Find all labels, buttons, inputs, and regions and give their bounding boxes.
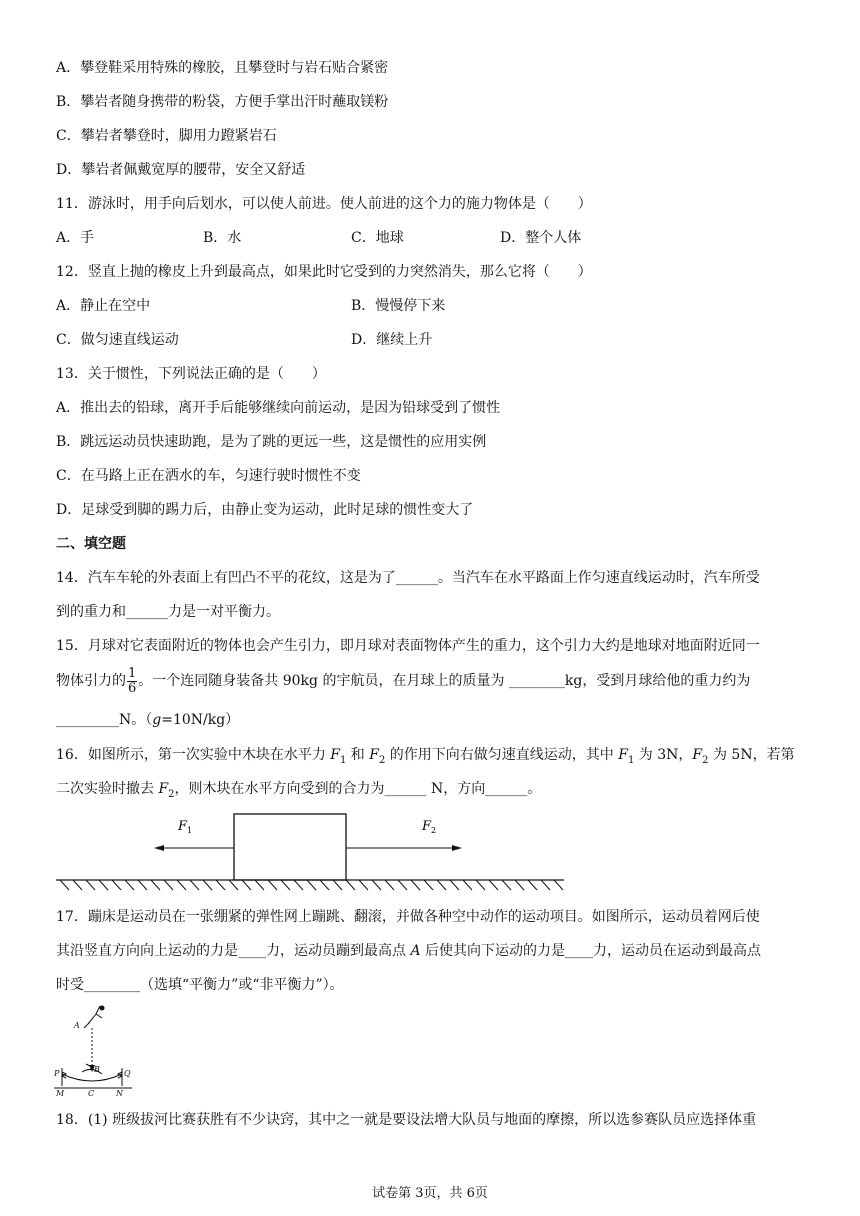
page-footer: 试卷第 3页，共 6页 [372, 1186, 488, 1201]
q12-option-b: B．慢慢停下来 [351, 298, 446, 314]
force-subscript: 1 [627, 754, 635, 766]
hatch-mark [99, 880, 108, 890]
arrowhead-left-icon [154, 845, 164, 851]
hatch-mark [424, 880, 433, 890]
q15-text: 物体引力的 [56, 673, 126, 689]
q11-option-b: B．水 [203, 230, 242, 246]
fig-label-c: C [88, 1089, 95, 1098]
hatch-mark [203, 880, 212, 890]
hatch-mark [73, 880, 82, 890]
fig-label-b: B [94, 1065, 100, 1074]
q12-option-a: A．静止在空中 [56, 298, 151, 314]
force-subscript: 2 [378, 754, 386, 766]
fig-label-f1: $F_1$ [178, 819, 193, 835]
point-a-symbol: A [410, 943, 421, 959]
hatch-mark [359, 880, 368, 890]
q12-option-c: C．做匀速直线运动 [56, 332, 179, 348]
q13-stem: 13．关于惯性，下列说法正确的是（ ） [56, 366, 326, 382]
hatch-mark [125, 880, 134, 890]
hatch-mark [320, 880, 329, 890]
q16-text: 的作用下向右做匀速直线运动，其中 [385, 747, 619, 763]
hatch-mark [346, 880, 355, 890]
q11-option-d: D．整个人体 [500, 230, 582, 246]
q10-option-b: B．攀岩者随身携带的粉袋，方便手掌出汗时蘸取镁粉 [56, 94, 389, 110]
q15-line3 [56, 710, 239, 730]
q18-line1: 18．(1) 班级拔河比赛获胜有不少诀窍，其中之一就是要设法增大队员与地面的摩擦，所以选参赛队员应选择体重 [56, 1112, 757, 1128]
ground-hatching [60, 880, 563, 890]
q12-stem: 12．竖直上抛的橡皮上升到最高点，如果此时它受到的力突然消失，那么它将（ ） [56, 264, 592, 280]
jumper-head-icon [100, 1006, 104, 1010]
hatch-mark [86, 880, 95, 890]
fig-label-n: N [116, 1089, 123, 1098]
hatch-mark [411, 880, 420, 890]
fig-label-p: P [54, 1069, 60, 1078]
q16-text: 为 3N， [634, 747, 693, 763]
hatch-mark [476, 880, 485, 890]
force-subscript: 1 [339, 754, 347, 766]
hatch-mark [229, 880, 238, 890]
force-symbol: F [369, 747, 379, 763]
hatch-mark [541, 880, 550, 890]
q15-text: =10N/kg） [161, 712, 240, 728]
q16-text: 二次实验时撤去 [56, 781, 159, 797]
hatch-mark [333, 880, 342, 890]
force-subscript: 2 [702, 754, 709, 766]
fig-label-m: M [56, 1089, 65, 1098]
force-symbol: F [692, 747, 703, 763]
hatch-mark [294, 880, 303, 890]
hatch-mark [528, 880, 537, 890]
hatch-mark [281, 880, 290, 890]
fraction-numerator: 1 [128, 665, 137, 681]
hatch-mark [463, 880, 472, 890]
q11-stem: 11．游泳时，用手向后划水，可以使人前进。使人前进的这个力的施力物体是（ ） [56, 196, 592, 212]
hatch-mark [177, 880, 186, 890]
q11-option-a: A．手 [56, 230, 95, 246]
q11-option-c: C．地球 [351, 230, 404, 246]
hatch-mark [190, 880, 199, 890]
fig-label-q: Q [124, 1069, 131, 1078]
section-heading: 二、填空题 [56, 536, 126, 552]
force-symbol: F [158, 781, 169, 797]
q12-option-d: D．继续上升 [351, 332, 433, 348]
fig-label-f2: $F_2$ [422, 819, 437, 835]
q17-line2 [56, 941, 761, 961]
hatch-mark [437, 880, 446, 890]
q17-text: 其沿竖直方向向上运动的力是____力，运动员蹦到最高点 [56, 943, 411, 959]
hatch-mark [112, 880, 121, 890]
force-symbol: F [618, 747, 628, 763]
q13-option-a: A．推出去的铅球，离开手后能够继续向前运动，是因为铅球受到了惯性 [56, 400, 501, 416]
force-symbol: F [330, 747, 340, 763]
hatch-mark [216, 880, 225, 890]
q17-line1: 17．蹦床是运动员在一张绷紧的弹性网上蹦跳、翻滚，并做各种空中动作的运动项目。如图所示，运动员着网后使 [56, 909, 760, 925]
fraction-denominator: 6 [128, 680, 137, 696]
hatch-mark [268, 880, 277, 890]
fraction [127, 667, 137, 696]
q17-line3: 时受________（选填“平衡力”或“非平衡力”）。 [56, 977, 344, 993]
q10-option-a: A．攀登鞋采用特殊的橡胶，且攀登时与岩石贴合紧密 [56, 60, 389, 76]
q15-line2 [56, 664, 750, 698]
arrowhead-right-icon [452, 845, 462, 851]
q16-line1 [56, 745, 795, 771]
hatch-mark [242, 880, 251, 890]
q10-option-d: D．攀岩者佩戴宽厚的腰带，安全又舒适 [56, 162, 306, 178]
q15-text: 。一个连同随身装备共 90kg 的宇航员，在月球上的质量为 ________kg，受到月球给他的重力约为 [138, 673, 751, 689]
hatch-mark [385, 880, 394, 890]
q16-figure [50, 808, 570, 894]
hatch-mark [255, 880, 264, 890]
q15-text: _________N。（ [56, 712, 153, 728]
q14-line1: 14．汽车车轮的外表面上有凹凸不平的花纹，这是为了______。当汽车在水平路面上作匀速直线运动时，汽车所受 [56, 570, 760, 586]
q17-trampoline-figure [52, 1002, 142, 1098]
q16-line2 [56, 779, 541, 805]
hatch-mark [489, 880, 498, 890]
q14-line2: 到的重力和______力是一对平衡力。 [56, 604, 280, 620]
q16-text: 16．如图所示，第一次实验中木块在水平力 [56, 747, 331, 763]
fig-label-a: A [74, 1021, 80, 1030]
q13-option-d: D．足球受到脚的踢力后，由静止变为运动，此时足球的惯性变大了 [56, 502, 474, 518]
q13-option-b: B．跳远运动员快速助跑，是为了跳的更远一些，这是惯性的应用实例 [56, 434, 487, 450]
q16-text: 为 5N，若第 [708, 747, 795, 763]
gravity-symbol: g [152, 712, 162, 728]
hatch-mark [307, 880, 316, 890]
q15-line1: 15．月球对它表面附近的物体也会产生引力，即月球对表面物体产生的重力，这个引力大约是地球对地面附近同一 [56, 638, 760, 654]
q13-option-c: C．在马路上正在洒水的车，匀速行驶时惯性不变 [56, 468, 361, 484]
hatch-mark [164, 880, 173, 890]
q16-text: 和 [346, 747, 370, 763]
hatch-mark [60, 880, 69, 890]
q10-option-c: C．攀岩者攀登时，脚用力蹬紧岩石 [56, 128, 277, 144]
hatch-mark [398, 880, 407, 890]
hatch-mark [450, 880, 459, 890]
hatch-mark [554, 880, 563, 890]
hatch-mark [515, 880, 524, 890]
hatch-mark [372, 880, 381, 890]
q16-text: ，则木块在水平方向受到的合力为______ N，方向______。 [174, 781, 542, 797]
force-subscript: 2 [168, 788, 175, 800]
q17-text: 后使其向下运动的力是____力，运动员在运动到最高点 [420, 943, 762, 959]
hatch-mark [138, 880, 147, 890]
wooden-block [234, 814, 346, 880]
hatch-mark [151, 880, 160, 890]
trampoline-net [62, 1074, 122, 1081]
hatch-mark [502, 880, 511, 890]
